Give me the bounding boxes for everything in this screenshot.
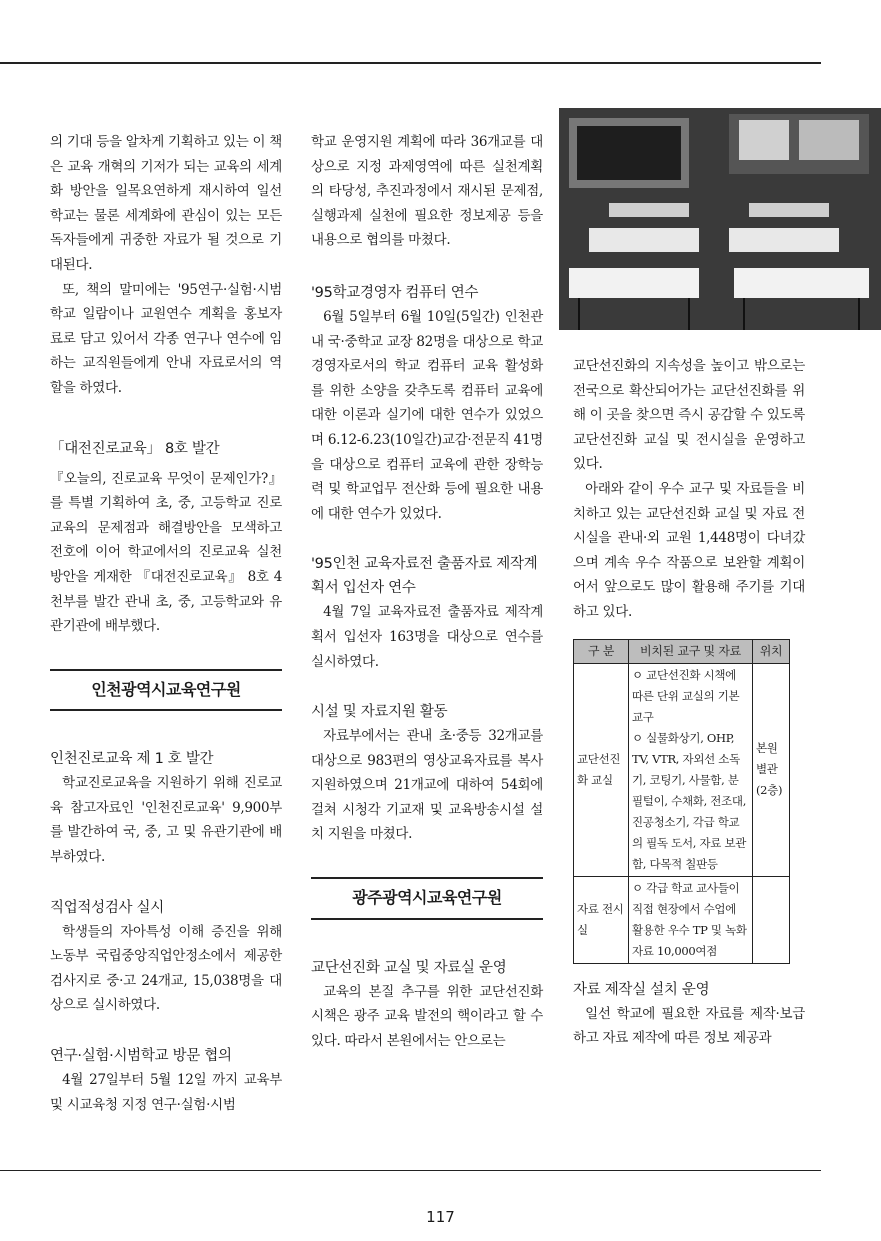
table-cell-category: 교단선진화 교실 (574, 663, 629, 876)
classroom-photo-drawing (559, 108, 881, 330)
paragraph: 아래와 같이 우수 교구 및 자료들을 비치하고 있는 교단선진화 교실 및 자료 전시실을 관내·외 교원 1,448명이 다녀갔으며 계속 우수 작품으로 보완할 계획이어서 앞으로도 많이 활용해 주기를 기대하고 있다. (573, 480, 805, 620)
paragraph: 6월 5일부터 6월 10일(5일간) 인천관내 국·중학교 교장 82명을 대상으로 학교 경영자로서의 학교 컴퓨터 교육 활성화를 위한 소양을 갖추도록 컴퓨터 교육에 대한 이론과 실기에 대한 연수가 있었으며 6.12-6.23(10일간)교감·전문직 41명을 대상으로 컴퓨터 교육에 관한 장학능력 및 학교업무 전산화 등에 필요한 내용에 대한 연수가 있었다. (311, 308, 543, 522)
table-cell-items (629, 663, 753, 876)
table-row (574, 876, 790, 963)
paragraph: 학생들의 자아특성 이해 증진을 위해 노동부 국립중앙직업안정소에서 제공한 검사지로 중·고 24개교, 15,038명을 대상으로 실시하였다. (50, 923, 282, 1014)
table-cell-items (629, 876, 753, 963)
classroom-photo (559, 108, 881, 330)
paragraph: 의 기대 등을 알차게 기획하고 있는 이 책은 교육 개혁의 기저가 되는 교육의 세계화 방안을 일목요연하게 재시하여 일선학교는 물론 세계화에 관심이 있는 모든 독자들에게 귀중한 자료가 될 것으로 기대된다. (50, 134, 282, 273)
paragraph: 『오늘의, 진로교육 무엇이 문제인가?』를 특별 기획하여 초, 중, 고등학교 진로교육의 문제점과 해결방안을 모색하고 전호에 이어 학교에서의 진로교육 실천방안을 게재한 『대전진로교육』 8호 4천부를 발간 관내 초, 중, 고등학교와 유관기관에 배부했다. (50, 470, 282, 635)
subheading: '95인천 교육자료전 출품자료 제작계획서 입선자 연수 (311, 556, 538, 597)
paragraph: 4월 7일 교육자료전 출품자료 제작계획서 입선자 163명을 대상으로 연수를 실시하였다. (311, 604, 543, 670)
top-rule (0, 62, 821, 64)
table-cell-location (753, 876, 790, 963)
page-number: 117 (426, 1208, 455, 1226)
paragraph: 일선 학교에 필요한 자료를 제작·보급하고 자료 제작에 따른 정보 제공과 (573, 1005, 805, 1047)
paragraph: 학교진로교육을 지원하기 위해 진로교육 참고자료인 '인천진로교육' 9,900부를 발간하여 국, 중, 고 및 유관기관에 배부하였다. (50, 775, 282, 866)
bottom-rule (0, 1170, 821, 1171)
subheading: 직업적성검사 실시 (50, 899, 164, 916)
paragraph: 교단선진화의 지속성을 높이고 밖으로는 전국으로 확산되어가는 교단선진화를 위해 이 곳을 찾으면 즉시 공감할 수 있도록 교단선진화 교실 및 전시실을 운영하고 있다. (573, 358, 805, 473)
table-header: 비치된 교구 및 자료 (629, 639, 753, 663)
subheading: 시설 및 자료지원 활동 (311, 704, 448, 721)
table-item: ㅇ 실물화상기, OHP, TV, VTR, 자외선 소독기, 코팅기, 사물함, 분필털이, 수채화, 전조대, 진공청소기, 각급 학교의 필독 도서, 자료 보관함, 다목적 칠판등 (632, 730, 747, 871)
subheading: 교단선진화 교실 및 자료실 운영 (311, 959, 507, 976)
column-1 (50, 130, 282, 1117)
subheading: 연구·실험·시범학교 방문 협의 (50, 1048, 232, 1065)
table-header: 구 분 (574, 639, 629, 663)
table-cell-category: 자료 전시실 (574, 876, 629, 963)
subheading: 자료 제작실 설치 운영 (573, 981, 710, 998)
paragraph: 학교 운영지원 계획에 따라 36개교를 대상으로 지정 과제영역에 따른 실천계획의 타당성, 추진과정에서 재시된 문제점, 실행과제 실천에 필요한 정보제공 등을 내용으로 협의를 마쳤다. (311, 134, 543, 249)
table-item: ㅇ 교단선진화 시책에 따른 단위 교실의 기본 교구 (632, 667, 740, 724)
paragraph: 교육의 본질 추구를 위한 교단선진화 시책은 광주 교육 발전의 핵이라고 할 수 있다. 따라서 본원에서는 안으로는 (311, 983, 543, 1049)
facilities-table (573, 639, 790, 964)
paragraph: 4월 27일부터 5월 12일 까지 교육부 및 시교육청 지정 연구·실험·시범 (50, 1072, 282, 1113)
section-header: 인천광역시교육연구원 (50, 669, 282, 712)
table-header: 위치 (753, 639, 790, 663)
section-header: 광주광역시교육연구원 (311, 877, 543, 920)
subheading: 「대전진로교육」 8호 발간 (50, 440, 220, 457)
column-2 (311, 130, 543, 1053)
table-row (574, 663, 790, 876)
table-item: ㅇ 각급 학교 교사들이 직접 현장에서 수업에 활용한 우수 TP 및 녹화 자료 10,000여점 (632, 880, 747, 958)
table-cell-location: 본원 별관 (2층) (753, 663, 790, 876)
subheading: '95학교경영자 컴퓨터 연수 (311, 284, 479, 301)
paragraph: 자료부에서는 관내 초·중등 32개교를 대상으로 983편의 영상교육자료를 복사 지원하였으며 21개교에 대하여 54회에 걸쳐 시청각 기교재 및 교육방송시설 설치 지원을 마쳤다. (311, 728, 543, 843)
column-3 (573, 354, 805, 1051)
subheading: 인천진로교육 제 1 호 발간 (50, 751, 214, 768)
paragraph: 또, 책의 말미에는 '95연구·실험·시범학교 일람이나 교원연수 계획을 홍보자료로 담고 있어서 각종 연구나 연수에 임하는 교직원들에게 안내 자료로서의 역할을 하였다. (50, 281, 282, 396)
